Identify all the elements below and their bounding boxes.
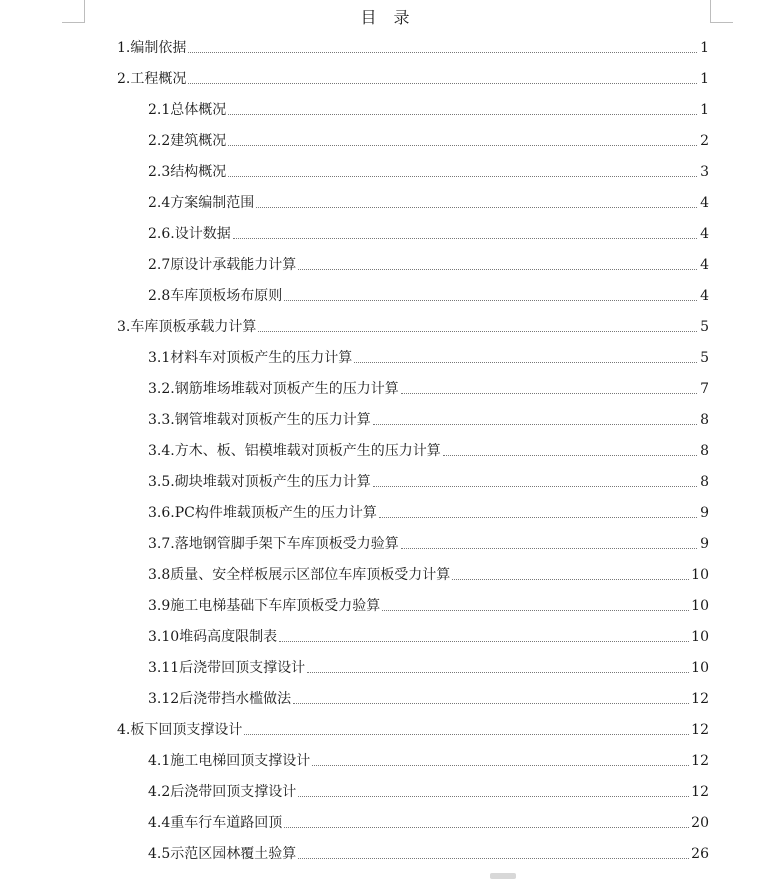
toc-entry-label: 2.1总体概况: [148, 102, 227, 118]
leader-dots: [298, 268, 697, 270]
toc-entry[interactable]: [148, 127, 709, 149]
toc-entry-label: 3.6.PC构件堆载顶板产生的压力计算: [148, 505, 377, 521]
toc-entry-page: 8: [700, 412, 709, 428]
toc-entry-label: 4.4重车行车道路回顶: [148, 815, 283, 831]
toc-entry-page: 1: [700, 71, 709, 87]
toc-entry-label: 3.1材料车对顶板产生的压力计算: [148, 350, 353, 366]
toc-title: 目 录: [360, 8, 416, 27]
toc-entry-label: 3.3.钢管堆载对顶板产生的压力计算: [148, 412, 371, 428]
toc-entry[interactable]: [148, 530, 709, 552]
toc-entry[interactable]: [148, 158, 709, 180]
toc-entry[interactable]: [148, 623, 709, 645]
toc-entry-page: 3: [700, 164, 709, 180]
toc-entry[interactable]: [148, 747, 709, 769]
leader-dots: [373, 485, 697, 487]
leader-dots: [258, 330, 697, 332]
toc-entry-page: 8: [700, 474, 709, 490]
leader-dots: [443, 454, 697, 456]
leader-dots: [298, 857, 689, 859]
toc-entry-page: 10: [691, 567, 709, 583]
toc-entry-label: 4.板下回顶支撑设计: [117, 722, 243, 738]
leader-dots: [401, 547, 697, 549]
toc-entry-page: 4: [700, 195, 709, 211]
toc-entry[interactable]: [148, 685, 709, 707]
toc-entry-label: 2.6.设计数据: [148, 226, 231, 242]
toc-entry[interactable]: [148, 778, 709, 800]
toc-entry-page: 9: [700, 505, 709, 521]
toc-entry-label: 2.工程概况: [117, 71, 187, 87]
toc-entry-page: 4: [700, 257, 709, 273]
toc-entry-page: 1: [700, 40, 709, 56]
toc-entry[interactable]: [148, 437, 709, 459]
toc-entry-label: 3.4.方木、板、铝模堆载对顶板产生的压力计算: [148, 443, 441, 459]
leader-dots: [188, 51, 697, 53]
toc-entry-label: 3.9施工电梯基础下车库顶板受力验算: [148, 598, 381, 614]
leader-dots: [293, 702, 689, 704]
leader-dots: [228, 175, 697, 177]
toc-entry[interactable]: [148, 344, 709, 366]
toc-entry-page: 12: [691, 691, 709, 707]
toc-entry-page: 1: [700, 102, 709, 118]
toc-entry-page: 9: [700, 536, 709, 552]
toc-entry-label: 3.车库顶板承载力计算: [117, 319, 257, 335]
leader-dots: [279, 640, 689, 642]
toc-entry-label: 2.3结构概况: [148, 164, 227, 180]
leader-dots: [256, 206, 697, 208]
toc-entry-label: 3.7.落地钢管脚手架下车库顶板受力验算: [148, 536, 399, 552]
toc-entry-label: 3.2.钢筋堆场堆载对顶板产生的压力计算: [148, 381, 399, 397]
toc-entry-label: 1.编制依据: [117, 40, 187, 56]
toc-entry[interactable]: [148, 840, 709, 862]
leader-dots: [382, 609, 689, 611]
toc-entry-label: 3.10堆码高度限制表: [148, 629, 278, 645]
toc-entry-page: 7: [700, 381, 709, 397]
scrollbar-thumb[interactable]: [490, 873, 516, 879]
toc-entry[interactable]: [148, 375, 709, 397]
toc-entry-label: 4.1施工电梯回顶支撑设计: [148, 753, 311, 769]
toc-entry-label: 4.2后浇带回顶支撑设计: [148, 784, 297, 800]
toc-entry-page: 26: [691, 846, 709, 862]
toc-entry-page: 5: [700, 319, 709, 335]
leader-dots: [452, 578, 689, 580]
toc-entry[interactable]: [117, 716, 709, 738]
toc-entry-label: 3.8质量、安全样板展示区部位车库顶板受力计算: [148, 567, 451, 583]
toc-entry[interactable]: [148, 251, 709, 273]
leader-dots: [233, 237, 697, 239]
leader-dots: [284, 826, 689, 828]
toc-entry[interactable]: [117, 313, 709, 335]
toc-entry-page: 4: [700, 226, 709, 242]
toc-entry-page: 12: [691, 722, 709, 738]
leader-dots: [228, 144, 697, 146]
toc-entry-label: 2.2建筑概况: [148, 133, 227, 149]
toc-entry-page: 4: [700, 288, 709, 304]
toc-entry-page: 10: [691, 660, 709, 676]
toc-entry-label: 2.8车库顶板场布原则: [148, 288, 283, 304]
toc-entry[interactable]: [148, 809, 709, 831]
toc-entry[interactable]: [148, 592, 709, 614]
toc-entry-page: 8: [700, 443, 709, 459]
toc-entry-page: 10: [691, 598, 709, 614]
toc-entry[interactable]: [148, 189, 709, 211]
toc-entry-page: 2: [700, 133, 709, 149]
toc-entry-page: 20: [691, 815, 709, 831]
leader-dots: [284, 299, 697, 301]
toc-entry[interactable]: [148, 96, 709, 118]
leader-dots: [354, 361, 697, 363]
leader-dots: [312, 764, 689, 766]
toc-entry-label: 3.5.砌块堆载对顶板产生的压力计算: [148, 474, 371, 490]
toc-entry-page: 12: [691, 753, 709, 769]
toc-entry-label: 4.5示范区园林覆土验算: [148, 846, 297, 862]
toc-entry-label: 3.11后浇带回顶支撑设计: [148, 660, 306, 676]
toc-entry[interactable]: [148, 406, 709, 428]
toc-entry[interactable]: [117, 34, 709, 56]
toc-entry[interactable]: [148, 499, 709, 521]
leader-dots: [244, 733, 689, 735]
toc-entry[interactable]: [148, 468, 709, 490]
toc-entry[interactable]: [148, 220, 709, 242]
leader-dots: [373, 423, 697, 425]
toc-entry-page: 10: [691, 629, 709, 645]
toc-entry-page: 5: [700, 350, 709, 366]
toc-entry[interactable]: [148, 282, 709, 304]
leader-dots: [188, 82, 697, 84]
leader-dots: [228, 113, 697, 115]
leader-dots: [401, 392, 697, 394]
toc-entry-label: 2.7原设计承载能力计算: [148, 257, 297, 273]
toc-entry[interactable]: [148, 654, 709, 676]
toc-entry[interactable]: [148, 561, 709, 583]
toc-entry[interactable]: [117, 65, 709, 87]
leader-dots: [298, 795, 689, 797]
toc-entry-label: 3.12后浇带挡水槛做法: [148, 691, 292, 707]
toc-entry-page: 12: [691, 784, 709, 800]
leader-dots: [307, 671, 689, 673]
toc-entry-label: 2.4方案编制范围: [148, 195, 255, 211]
leader-dots: [379, 516, 697, 518]
